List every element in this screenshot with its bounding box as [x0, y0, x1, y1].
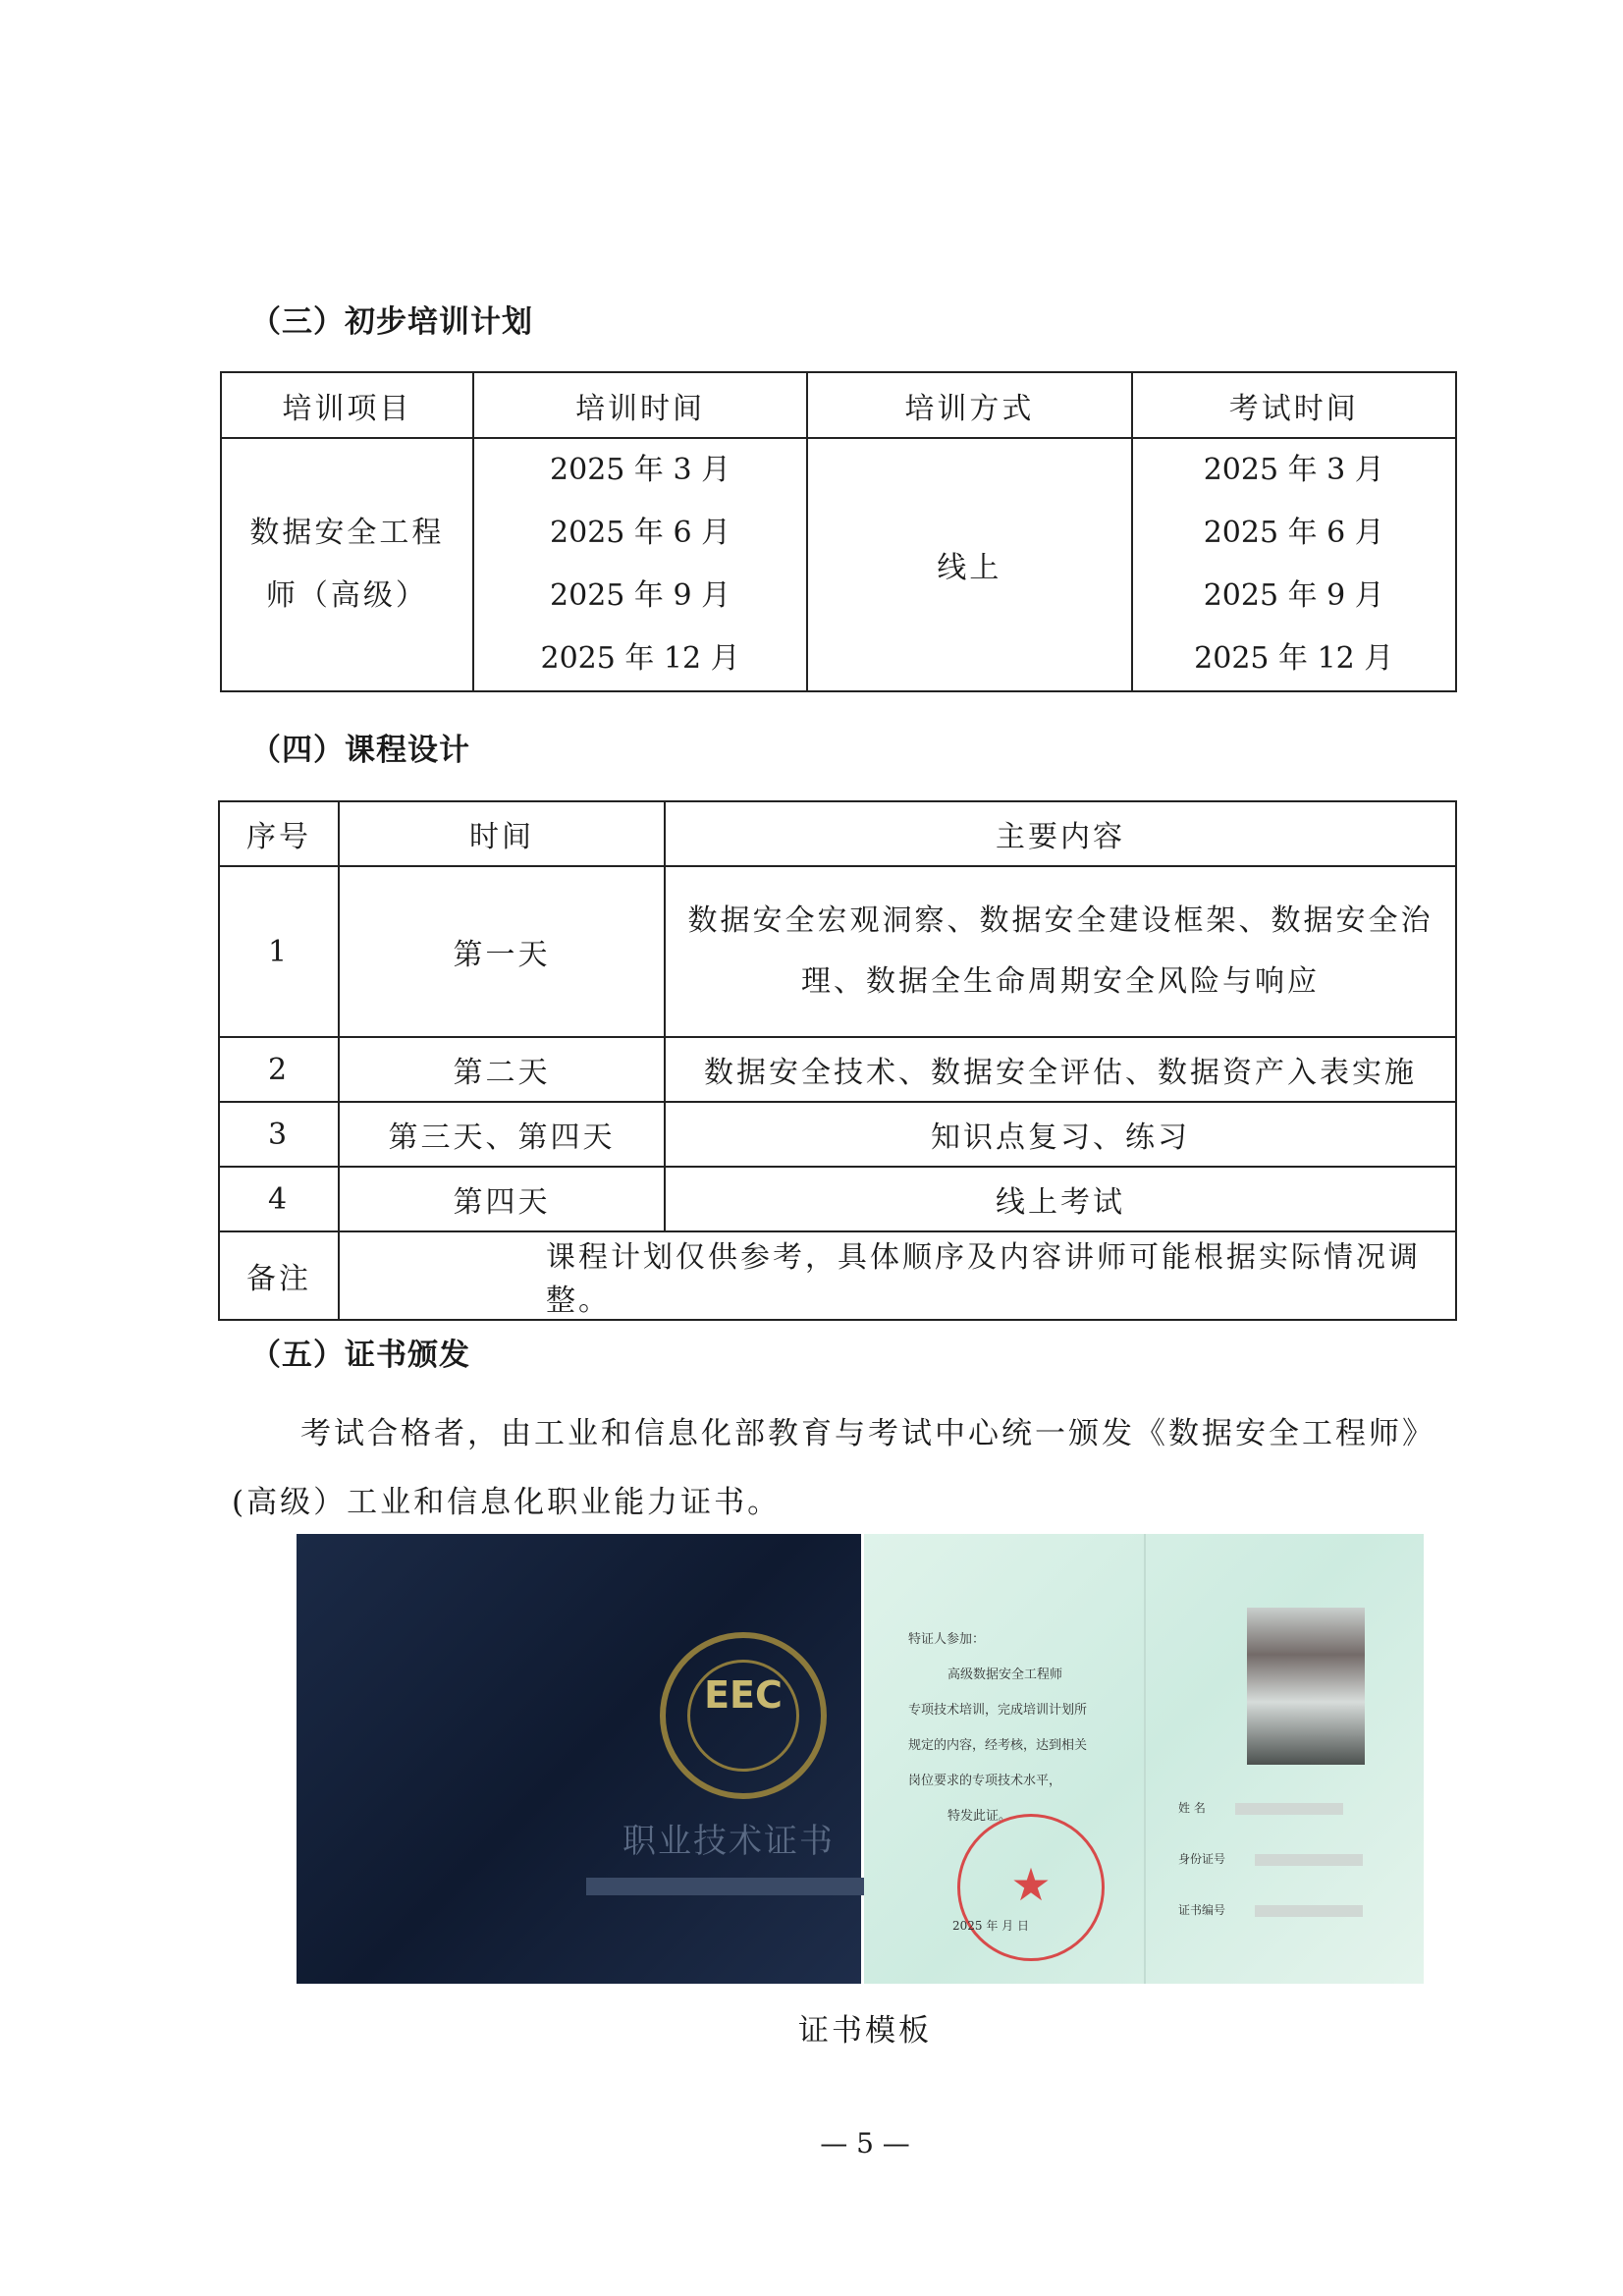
row-time: 第二天	[339, 1037, 665, 1102]
cert-line: 规定的内容，经考核，达到相关	[908, 1738, 1088, 1753]
col-header-train-time: 培训时间	[473, 372, 807, 438]
page-number: — 5 —	[820, 2127, 910, 2159]
red-seal-icon: ★	[957, 1814, 1105, 1961]
field-cert-no: 证书编号	[1178, 1901, 1404, 1918]
table-row	[219, 866, 1456, 1037]
field-name: 姓 名	[1178, 1799, 1404, 1816]
row-time: 第四天	[339, 1167, 665, 1231]
cert-line: 高级数据安全工程师	[947, 1667, 1063, 1682]
table-row	[219, 1167, 1456, 1231]
cover-subtitle-bar	[586, 1878, 871, 1895]
exam-date: 2025 年 12 月	[1194, 641, 1394, 676]
train-date: 2025 年 6 月	[550, 516, 731, 550]
note-text: 课程计划仅供参考，具体顺序及内容讲师可能根据实际情况调整。	[339, 1231, 1456, 1320]
row-content: 数据安全技术、数据安全评估、数据资产入表实施	[665, 1037, 1456, 1102]
train-date: 2025 年 3 月	[550, 453, 731, 487]
exam-date: 2025 年 9 月	[1203, 578, 1384, 613]
col-header-content: 主要内容	[665, 801, 1456, 866]
exam-dates-cell	[1132, 438, 1457, 691]
certificate-inner-image	[864, 1534, 1424, 1984]
cert-line: 专项技术培训，完成培训计划所	[908, 1703, 1088, 1718]
cover-title: 职业技术证书	[622, 1822, 835, 1861]
certificate-cover-image	[297, 1534, 861, 1984]
train-date: 2025 年 9 月	[550, 578, 731, 613]
row-content: 线上考试	[665, 1167, 1456, 1231]
cert-line: 特发此证。	[947, 1809, 1012, 1824]
table-row	[219, 1037, 1456, 1102]
image-caption: 证书模板	[798, 2013, 932, 2049]
col-header-exam-time: 考试时间	[1132, 372, 1457, 438]
train-dates-cell	[473, 438, 807, 691]
row-content: 知识点复习、练习	[665, 1102, 1456, 1167]
section4-heading: （四）课程设计	[250, 733, 470, 768]
row-time: 第三天、第四天	[339, 1102, 665, 1167]
row-content-line-2: 理、数据全生命周期安全风险与响应	[801, 964, 1320, 999]
row-time: 第一天	[339, 866, 665, 1037]
exam-date: 2025 年 3 月	[1203, 453, 1384, 487]
exam-date: 2025 年 6 月	[1203, 516, 1384, 550]
certificate-body-text	[908, 1622, 1134, 1834]
project-cell	[221, 438, 473, 691]
section5-heading: （五）证书颁发	[250, 1338, 470, 1373]
table-row	[219, 1102, 1456, 1167]
seal-emblem-icon	[660, 1632, 827, 1799]
row-no: 1	[219, 866, 339, 1037]
section3-heading: （三）初步培训计划	[250, 304, 533, 340]
col-header-method: 培训方式	[807, 372, 1131, 438]
row-content	[665, 866, 1456, 1037]
project-line-2: 师（高级）	[265, 578, 428, 613]
project-line-1: 数据安全工程	[249, 516, 445, 550]
row-no: 3	[219, 1102, 339, 1167]
field-id: 身份证号	[1178, 1850, 1404, 1867]
train-date: 2025 年 12 月	[540, 641, 740, 676]
method-cell: 线上	[807, 438, 1131, 691]
training-plan-table	[220, 371, 1457, 692]
col-header-time: 时间	[339, 801, 665, 866]
certificate-paragraph: 考试合格者，由工业和信息化部教育与考试中心统一颁发《数据安全工程师》(高级）工业和信息化职业能力证书。	[232, 1416, 1435, 1520]
cert-line: 岗位要求的专项技术水平，	[908, 1774, 1062, 1788]
course-design-table	[218, 800, 1457, 1321]
photo-placeholder	[1247, 1608, 1365, 1765]
note-label: 备注	[219, 1231, 339, 1320]
col-header-no: 序号	[219, 801, 339, 866]
seal-logo-text: EEC	[704, 1673, 783, 1717]
cert-date: 2025 年 月 日	[952, 1919, 1029, 1933]
col-header-project: 培训项目	[221, 372, 473, 438]
row-no: 4	[219, 1167, 339, 1231]
note-row	[219, 1231, 1456, 1320]
row-no: 2	[219, 1037, 339, 1102]
cert-line: 特证人参加：	[908, 1632, 986, 1647]
row-content-line-1: 数据安全宏观洞察、数据安全建设框架、数据安全治	[687, 903, 1434, 938]
